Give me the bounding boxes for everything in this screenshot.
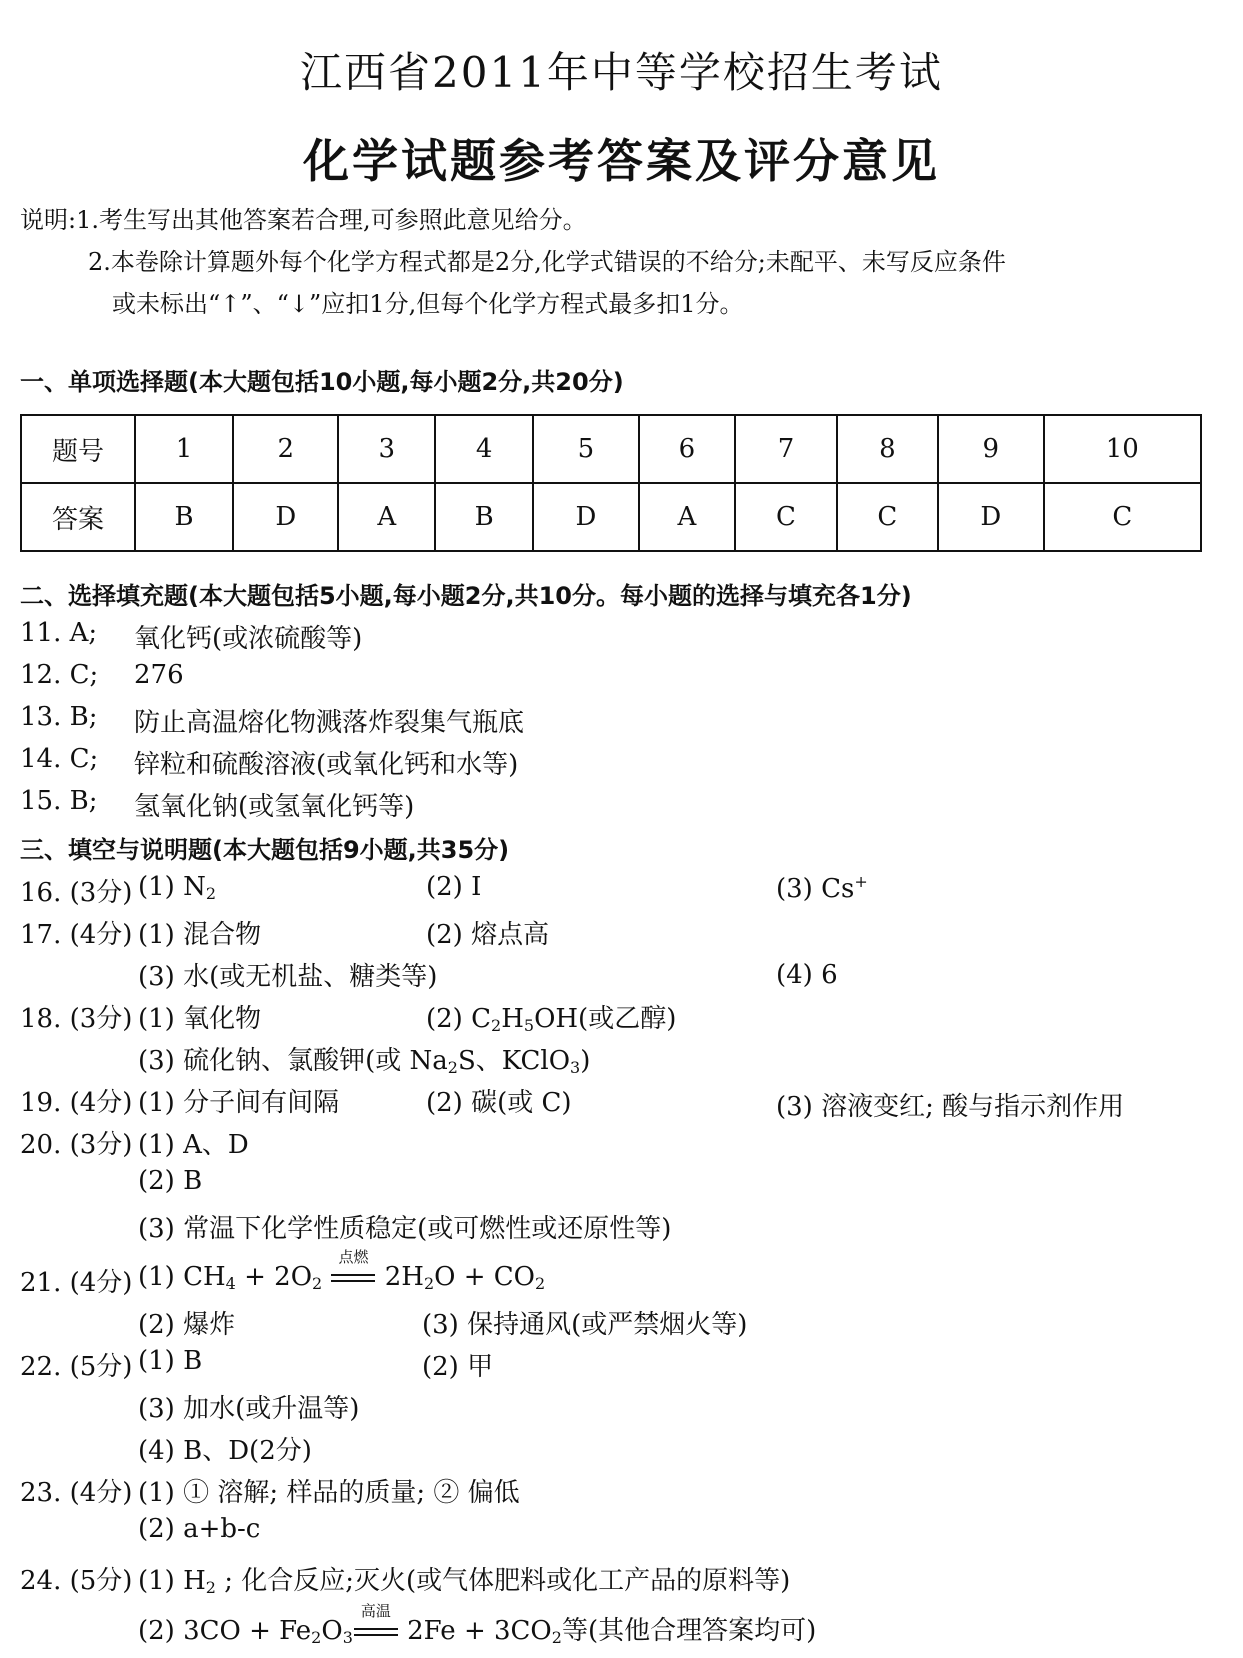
q18-a3-sub: 2: [447, 1058, 458, 1077]
table-cell: 9: [938, 415, 1043, 483]
q21-eq-sub: 4: [225, 1274, 236, 1293]
q21-eq-part: (1) CH: [138, 1262, 226, 1292]
q23-answer-2: (2) a+b-c: [138, 1514, 261, 1544]
q20-answer-2: (2) B: [138, 1166, 203, 1196]
q17-answer-2: (2) 熔点高: [426, 920, 550, 950]
table-cell: C: [837, 483, 938, 551]
q18-a2-part: (2) C: [426, 1004, 491, 1034]
q24-eq-part: (2) 3CO + Fe: [138, 1616, 312, 1646]
table-label-number: 题号: [21, 415, 135, 483]
q17-answer-3: (3) 水(或无机盐、糖类等): [138, 962, 438, 992]
q18-a2-sub: 5: [523, 1016, 535, 1035]
q11-answer: 氧化钙(或浓硫酸等): [134, 624, 363, 654]
q21-answer-3: (3) 保持通风(或严禁烟火等): [422, 1310, 748, 1340]
q24-a1-sub: 2: [205, 1578, 216, 1597]
q24-a1-part: ; 化合反应;灭火(或气体肥料或化工产品的原料等): [215, 1566, 791, 1596]
reaction-condition-label: 高温: [360, 1602, 391, 1620]
q20-answer-3: (3) 常温下化学性质稳定(或可燃性或还原性等): [138, 1214, 672, 1244]
table-cell: 4: [435, 415, 533, 483]
q15-number: 15. B;: [20, 786, 98, 816]
q21-number: 21. (4分): [20, 1268, 133, 1298]
q18-answer-1: (1) 氧化物: [138, 1004, 262, 1034]
table-cell: 3: [338, 415, 435, 483]
q16-a3-sup: +: [854, 872, 868, 891]
q19-number: 19. (4分): [20, 1088, 133, 1118]
q21-eq-part: O + CO: [434, 1262, 535, 1292]
q24-eq-sub: 3: [342, 1628, 353, 1647]
q18-answer-3: [138, 1040, 590, 1077]
q21-eq-part: + 2O: [235, 1262, 313, 1292]
q22-answer-4: (4) B、D(2分): [138, 1436, 312, 1466]
note-3: 或未标出“↑”、“↓”应扣1分,但每个化学方程式最多扣1分。: [112, 290, 744, 318]
table-cell: 6: [639, 415, 736, 483]
q16-a1-text: (1) N: [138, 872, 206, 902]
q22-number: 22. (5分): [20, 1352, 133, 1382]
q21-eq-sub: 2: [535, 1274, 546, 1293]
table-label-answer: 答案: [21, 483, 135, 551]
q21-eq-sub: 2: [423, 1274, 435, 1293]
q16-answer-1: [138, 872, 216, 903]
q18-number: 18. (3分): [20, 1004, 133, 1034]
q16-answer-2: (2) I: [426, 872, 482, 902]
q24-a1-part: (1) H: [138, 1566, 206, 1596]
table-cell: 8: [837, 415, 938, 483]
q12-answer: 276: [134, 660, 184, 690]
q24-answer-1: [138, 1560, 790, 1597]
document-title: 江西省2011年中等学校招生考试: [300, 48, 943, 97]
q22-answer-2: (2) 甲: [422, 1352, 494, 1382]
table-cell: D: [533, 483, 638, 551]
q17-answer-1: (1) 混合物: [138, 920, 262, 950]
section-1-heading: 一、单项选择题(本大题包括10小题,每小题2分,共20分): [20, 368, 624, 396]
section-3-heading: 三、填空与说明题(本大题包括9小题,共35分): [20, 836, 510, 864]
q16-a1-sub: 2: [205, 884, 217, 903]
q18-a3-sub: 3: [570, 1058, 581, 1077]
table-cell: C: [735, 483, 836, 551]
q16-answer-3: [776, 872, 868, 904]
q24-eq-sub: 2: [551, 1628, 562, 1647]
q21-equation: [138, 1248, 546, 1293]
table-cell: C: [1044, 483, 1201, 551]
q21-answer-2: (2) 爆炸: [138, 1310, 236, 1340]
q23-number: 23. (4分): [20, 1478, 133, 1508]
q18-a3-part: ): [580, 1046, 591, 1076]
table-cell: 2: [233, 415, 338, 483]
q18-a3-part: S、KClO: [457, 1046, 571, 1076]
q14-answer: 锌粒和硫酸溶液(或氧化钙和水等): [134, 750, 519, 780]
q18-a2-part: H: [501, 1004, 524, 1034]
q21-eq-part: 2H: [376, 1262, 424, 1292]
table-cell: B: [135, 483, 233, 551]
q16-a3-text: (3) Cs: [776, 874, 855, 904]
answer-table: [20, 414, 1202, 552]
reaction-condition: [353, 1602, 399, 1646]
note-2: 2.本卷除计算题外每个化学方程式都是2分,化学式错误的不给分;未配平、未写反应条件: [88, 248, 1006, 276]
table-cell: A: [338, 483, 435, 551]
table-cell: A: [639, 483, 736, 551]
q18-a2-sub: 2: [491, 1016, 502, 1035]
document-subtitle: 化学试题参考答案及评分意见: [303, 134, 940, 188]
q24-eq-part: 2Fe + 3CO: [398, 1616, 552, 1646]
q18-a3-part: (3) 硫化钠、氯酸钾(或 Na: [138, 1046, 448, 1076]
q23-answer-1: (1) ① 溶解; 样品的质量; ② 偏低: [138, 1478, 520, 1508]
table-cell: 1: [135, 415, 233, 483]
q16-number: 16. (3分): [20, 878, 133, 908]
q12-number: 12. C;: [20, 660, 99, 690]
table-cell: D: [938, 483, 1043, 551]
note-1: 说明:1.考生写出其他答案若合理,可参照此意见给分。: [20, 206, 587, 234]
q13-number: 13. B;: [20, 702, 98, 732]
q24-number: 24. (5分): [20, 1566, 133, 1596]
q24-equation: [138, 1602, 817, 1647]
table-row-numbers: [21, 415, 1201, 483]
q15-answer: 氢氧化钠(或氢氧化钙等): [134, 792, 415, 822]
q11-number: 11. A;: [20, 618, 98, 648]
q19-answer-2: (2) 碳(或 C): [426, 1088, 572, 1118]
q19-answer-1: (1) 分子间有间隔: [138, 1088, 340, 1118]
q22-answer-1: (1) B: [138, 1346, 203, 1376]
equals-sign: [331, 1274, 375, 1282]
table-cell: 10: [1044, 415, 1201, 483]
q20-answer-1: (1) A、D: [138, 1130, 249, 1160]
q19-answer-3: (3) 溶液变红; 酸与指示剂作用: [776, 1092, 1125, 1122]
table-row-answers: [21, 483, 1201, 551]
q14-number: 14. C;: [20, 744, 99, 774]
q17-number: 17. (4分): [20, 920, 133, 950]
equals-sign: [354, 1628, 398, 1636]
reaction-condition-label: 点燃: [338, 1248, 369, 1266]
q24-eq-sub: 2: [311, 1628, 322, 1647]
q22-answer-3: (3) 加水(或升温等): [138, 1394, 360, 1424]
table-cell: 5: [533, 415, 638, 483]
q21-eq-sub: 2: [312, 1274, 323, 1293]
reaction-condition: [330, 1248, 376, 1292]
section-2-heading: 二、选择填充题(本大题包括5小题,每小题2分,共10分。每小题的选择与填充各1分): [20, 582, 912, 610]
q24-eq-part: O: [321, 1616, 343, 1646]
q18-a2-part: OH(或乙醇): [534, 1004, 677, 1034]
q20-number: 20. (3分): [20, 1130, 133, 1160]
q17-answer-4: (4) 6: [776, 960, 838, 990]
table-cell: 7: [735, 415, 836, 483]
q24-eq-part: 等(其他合理答案均可): [561, 1616, 817, 1646]
table-cell: B: [435, 483, 533, 551]
table-cell: D: [233, 483, 338, 551]
q18-answer-2: [426, 998, 676, 1035]
q13-answer: 防止高温熔化物溅落炸裂集气瓶底: [134, 708, 525, 738]
